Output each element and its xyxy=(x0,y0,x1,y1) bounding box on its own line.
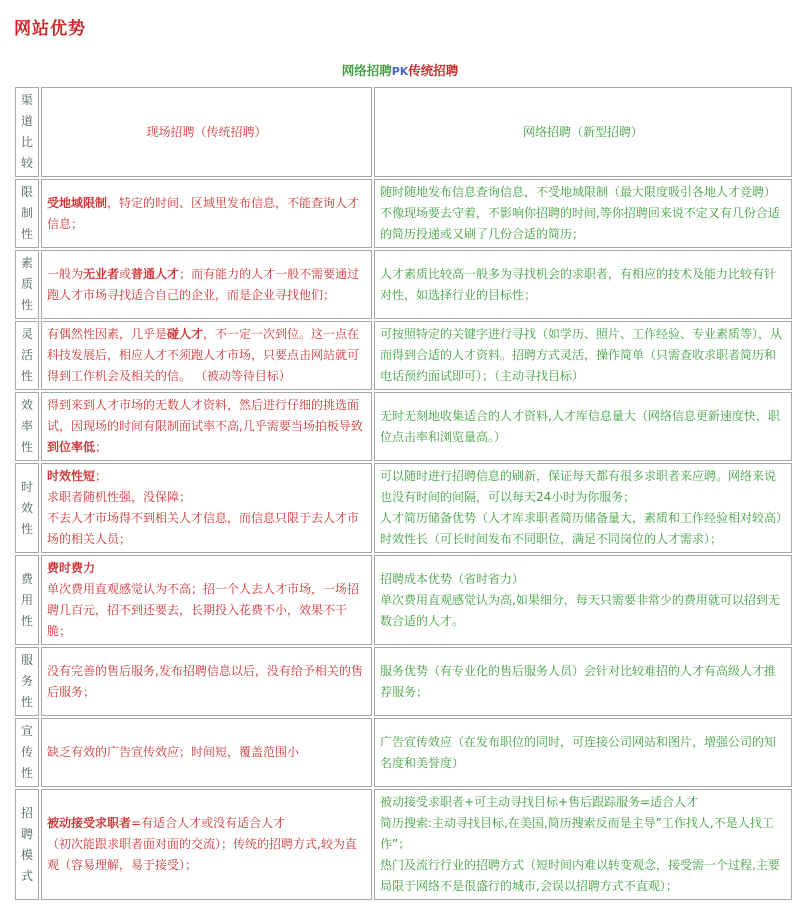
cell-paragraph: 缺乏有效的广告宣传效应；时间短，覆盖范围小 xyxy=(47,745,300,759)
online-cell xyxy=(374,250,792,319)
row-label: 限制性 xyxy=(15,179,39,248)
online-cell xyxy=(374,392,792,461)
cell-paragraph: 被动接受求职者+可主动寻找目标+售后跟踪服务=适合人才 xyxy=(380,795,699,809)
cell-paragraph: 人才简历储备优势（人才库求职者简历储备量大，素质和工作经验相对较高）时效性长（可长时间发布不同职位，满足不同岗位的人才需求）； xyxy=(380,511,783,546)
online-cell xyxy=(374,179,792,248)
table-row xyxy=(15,463,792,553)
online-cell xyxy=(374,647,792,716)
online-cell xyxy=(374,789,792,900)
header-online-column: 网络招聘（新型招聘） xyxy=(374,87,792,177)
table-row xyxy=(15,179,792,248)
cell-paragraph: 时效性短； xyxy=(47,469,108,483)
table-row xyxy=(15,321,792,390)
cell-paragraph: 简历搜索:主动寻找目标,在美国,简历搜索反而是主导”工作找人,不是人找工作”； xyxy=(380,816,774,851)
cell-paragraph: 没有完善的售后服务,发布招聘信息以后，没有给予相关的售后服务； xyxy=(47,663,363,699)
table-row xyxy=(15,647,792,716)
cell-paragraph: 受地域限制，特定的时间、区域里发布信息，不能查询人才信息； xyxy=(47,195,360,231)
cell-paragraph: 热门及流行行业的招聘方式（短时间内难以转变观念，接受需一个过程,主要局限于网络不是很盛行的城市,会误以招聘方式不直观）； xyxy=(380,858,780,893)
table-row xyxy=(15,718,792,787)
row-label: 效率性 xyxy=(15,392,39,461)
cell-paragraph: 单次费用直观感觉认为高,如果细分，每天只需要非常少的费用就可以招到无数合适的人才。 xyxy=(380,592,780,628)
online-cell xyxy=(374,555,792,645)
cell-paragraph: 被动接受求职者=有适合人才或没有适合人才 xyxy=(47,816,286,830)
cell-paragraph: 得到来到人才市场的无数人才资料，然后进行仔细的挑选面试，因现场的时间有限制面试率不高,几乎需要当场拍板导致到位率低； xyxy=(47,398,363,454)
caption-traditional-label: 传统招聘 xyxy=(408,63,459,78)
cell-paragraph: 随时随地发布信息查询信息，不受地域限制（最大限度吸引各地人才竞聘）不像现场要去守着，不影响你招聘的时间,等你招聘回来说不定又有几份合适的简历投递或又刷了几份合适的简历； xyxy=(380,185,780,241)
header-traditional-column: 现场招聘（传统招聘） xyxy=(41,87,372,177)
cell-paragraph: 人才素质比较高一般多为寻找机会的求职者，有相应的技术及能力比较有针对性，如选择行业的目标性； xyxy=(380,266,777,302)
cell-paragraph: 求职者随机性强，没保障； xyxy=(47,490,192,504)
table-row xyxy=(15,392,792,461)
row-label: 招聘模式 xyxy=(15,789,39,900)
cell-paragraph: 可以随时进行招聘信息的刷新，保证每天都有很多求职者来应聘。网络来说也没有时间的间隔，可以每天24小时为你服务； xyxy=(380,469,777,504)
cell-paragraph: 可按照特定的关键字进行寻找（如学历、照片、工作经验、专业素质等），从而得到合适的人才资料。招聘方式灵活，操作简单（只需查收求职者简历和电话预约面试即可）；（主动寻找目标） xyxy=(380,327,783,383)
table-caption xyxy=(13,61,787,79)
cell-paragraph: 不去人才市场得不到相关人才信息，而信息只限于去人才市场的相关人员； xyxy=(47,511,360,546)
cell-paragraph: 费时费力 xyxy=(47,561,96,575)
table-row xyxy=(15,555,792,645)
traditional-cell xyxy=(41,463,372,553)
online-cell xyxy=(374,718,792,787)
cell-paragraph: 一般为无业者或普通人才；而有能力的人才一般不需要通过跑人才市场寻找适合自己的企业，而是企业寻找他们； xyxy=(47,266,360,302)
cell-paragraph: 招聘成本优势（省时省力） xyxy=(380,571,525,586)
traditional-cell xyxy=(41,718,372,787)
traditional-cell xyxy=(41,321,372,390)
row-label: 宣传性 xyxy=(15,718,39,787)
header-row xyxy=(15,87,792,177)
comparison-table-body xyxy=(15,179,792,900)
comparison-table-head xyxy=(15,87,792,177)
traditional-cell xyxy=(41,789,372,900)
cell-paragraph: 无时无刻地收集适合的人才资料,人才库信息量大（网络信息更新速度快，职位点击率和浏览量高。） xyxy=(380,408,780,444)
traditional-cell xyxy=(41,179,372,248)
row-label: 费用性 xyxy=(15,555,39,645)
caption-vs-label: PK xyxy=(391,65,409,78)
row-label: 素质性 xyxy=(15,250,39,319)
traditional-cell xyxy=(41,250,372,319)
cell-paragraph: （初次能跟求职者面对面的交流）；传统的招聘方式,较为直观（容易理解，易于接受）； xyxy=(47,837,357,872)
online-cell xyxy=(374,463,792,553)
table-row xyxy=(15,250,792,319)
row-label: 服务性 xyxy=(15,647,39,716)
cell-paragraph: 单次费用直观感觉认为不高；招一个人去人才市场，一场招聘几百元，招不到还要去，长期投入花费不小，效果不干脆； xyxy=(47,582,360,638)
comparison-table xyxy=(13,85,794,902)
row-label: 时效性 xyxy=(15,463,39,553)
traditional-cell xyxy=(41,647,372,716)
cell-paragraph: 有偶然性因素，几乎是碰人才，不一定一次到位。这一点在科技发展后，相应人才不须跑人才市场，只要点击网站就可得到工作机会及相关的信。 （被动等待目标） xyxy=(47,327,360,383)
caption-online-label: 网络招聘 xyxy=(341,63,392,78)
page-title: 网站优势 xyxy=(14,19,86,39)
row-label: 灵活性 xyxy=(15,321,39,390)
header-channel-label: 渠道比较 xyxy=(15,87,39,177)
traditional-cell xyxy=(41,392,372,461)
cell-paragraph: 广告宣传效应（在发布职位的同时，可连接公司网站和图片，增强公司的知名度和美誉度） xyxy=(380,734,777,770)
cell-paragraph: 服务优势（有专业化的售后服务人员）会针对比较难招的人才有高级人才推荐服务； xyxy=(380,663,777,699)
traditional-cell xyxy=(41,555,372,645)
online-cell xyxy=(374,321,792,390)
table-row xyxy=(15,789,792,900)
